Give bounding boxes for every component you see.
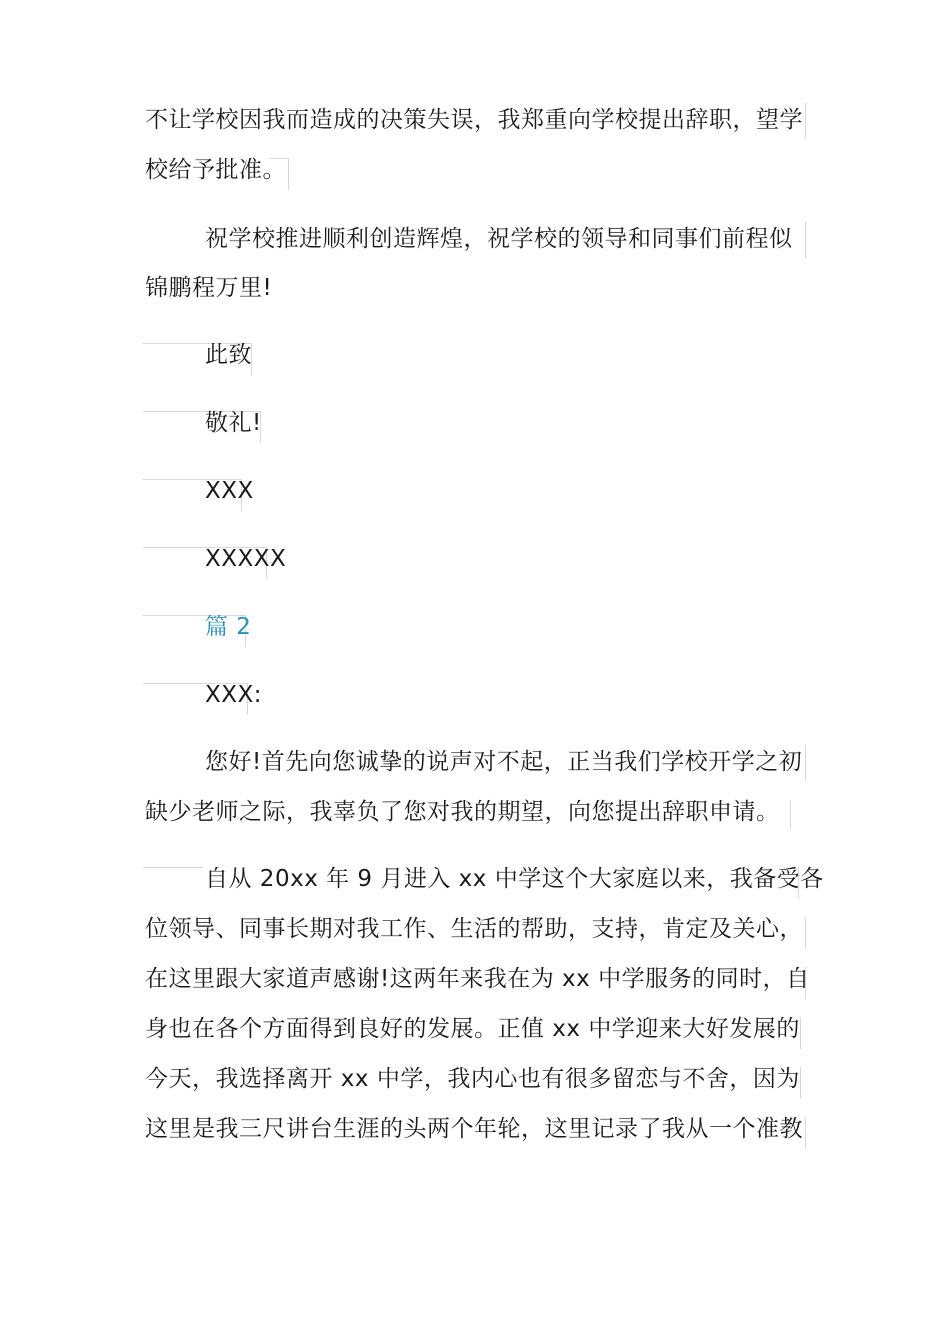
paragraph-mark [798,867,799,899]
body-line: 今天，我选择离开 xx 中学，我内心也有很多留恋与不舍，因为 [145,1066,800,1092]
paragraph-mark [805,222,806,258]
paragraph-mark [800,1067,801,1099]
body-line: 位领导、同事长期对我工作、生活的帮助，支持，肯定及关心， [145,916,803,942]
paragraph-mark [805,1117,806,1149]
paragraph-mark [800,1017,801,1049]
body-line: 不让学校因我而造成的决策失误，我郑重向学校提出辞职，望学 [145,107,803,133]
body-line: 您好!首先向您诚挚的说声对不起，正当我们学校开学之初 [205,749,803,775]
body-line: 校给予批准。 [145,157,286,183]
closing-text: 此致 [205,342,252,368]
paragraph-mark [805,745,806,781]
paragraph-mark [805,917,806,949]
body-line: 缺少老师之际，我辜负了您对我的期望，向您提出辞职申请。 [145,799,780,825]
signature-name: XXX [205,478,254,504]
paragraph-mark [270,158,288,159]
salute-text: 敬礼! [205,410,262,436]
signature-date: XXXXX [205,546,287,572]
paragraph-mark [790,800,791,830]
paragraph-mark [805,967,806,999]
body-line: 这里是我三尺讲台生涯的头两个年轮，这里记录了我从一个准教 [145,1116,803,1142]
body-line: 祝学校推进顺利创造辉煌，祝学校的领导和同事们前程似 [205,226,793,252]
body-line: 身也在各个方面得到良好的发展。正值 xx 中学迎来大好发展的 [145,1016,800,1042]
paragraph-mark [805,103,806,139]
body-line: 在这里跟大家道声感谢!这两年来我在为 xx 中学服务的同时，自 [145,966,810,992]
section-heading: 篇 2 [205,614,252,640]
addressee-text: XXX: [205,682,263,708]
paragraph-mark [143,867,203,868]
body-line: 锦鹏程万里! [145,275,273,301]
body-line: 自从 20xx 年 9 月进入 xx 中学这个大家庭以来，我备受各 [205,866,824,892]
paragraph-mark [288,158,289,190]
